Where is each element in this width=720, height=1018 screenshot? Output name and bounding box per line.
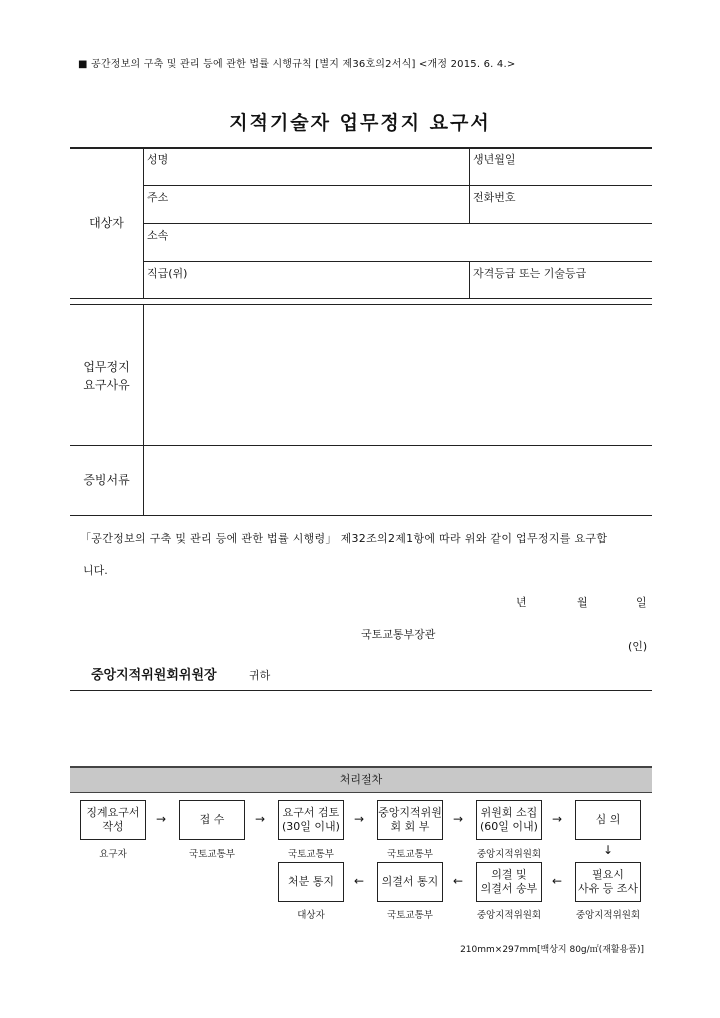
step-deliberation: 심 의 xyxy=(575,800,641,840)
section-divider xyxy=(70,304,652,305)
step-referral: 중앙지적위원 회 회 부 xyxy=(377,800,443,840)
evidence-label: 증빙서류 xyxy=(83,473,130,487)
date-month-label: 월 xyxy=(577,596,588,609)
cell-divider xyxy=(469,148,470,223)
arrow-right-icon: → xyxy=(155,812,167,826)
table-top-border xyxy=(70,147,652,149)
step-receipt: 접 수 xyxy=(179,800,245,840)
reason-label: 업무정지 요구사유 xyxy=(83,360,130,392)
statement-line-2: 니다. xyxy=(83,564,108,577)
recipient-suffix: 귀하 xyxy=(249,669,271,682)
section-divider xyxy=(70,298,652,299)
row-divider xyxy=(143,261,652,262)
affiliation-label: 소속 xyxy=(147,229,169,242)
minister-name: 국토교통부장관 xyxy=(361,628,436,641)
position-label: 직급(위) xyxy=(147,267,188,280)
arrow-left-icon: ← xyxy=(452,874,464,888)
step-caption: 국토교통부 xyxy=(387,849,433,860)
row-divider xyxy=(70,515,652,516)
section-divider xyxy=(70,690,652,691)
step-resolution-delivery: 의결 및 의결서 송부 xyxy=(476,862,542,902)
step-caption: 중앙지적위원회 xyxy=(575,910,641,921)
procedure-title-bar: 처리절차 xyxy=(70,766,652,793)
step-resolution-notice: 의결서 통지 xyxy=(377,862,443,902)
row-divider xyxy=(143,185,652,186)
step-investigation: 필요시 사유 등 조사 xyxy=(575,862,641,902)
subject-section-label: 대상자 xyxy=(89,216,124,230)
step-review: 요구서 검토 (30일 이내) xyxy=(278,800,344,840)
step-caption: 중앙지적위원회 xyxy=(476,849,542,860)
arrow-right-icon: → xyxy=(353,812,365,826)
step-caption: 요구자 xyxy=(99,849,127,860)
page-title: 지적기술자 업무정지 요구서 xyxy=(229,112,491,134)
row-divider xyxy=(70,445,652,446)
arrow-right-icon: → xyxy=(254,812,266,826)
seal-mark: (인) xyxy=(628,640,648,653)
arrow-left-icon: ← xyxy=(353,874,365,888)
paper-spec-footer: 210mm×297mm[백상지 80g/㎡(재활용품)] xyxy=(460,945,644,955)
recipient-name: 중앙지적위원회위원장 xyxy=(91,668,217,683)
arrow-right-icon: → xyxy=(551,812,563,826)
date-day-label: 일 xyxy=(636,596,647,609)
cell-divider xyxy=(469,261,470,298)
row-divider xyxy=(143,223,652,224)
form-reference-note: ■ 공간정보의 구축 및 관리 등에 관한 법률 시행규칙 [별지 제36호의2서식] <개정 2015. 6. 4.> xyxy=(78,59,516,70)
step-caption: 국토교통부 xyxy=(288,849,334,860)
step-caption: 중앙지적위원회 xyxy=(476,910,542,921)
arrow-left-icon: ← xyxy=(551,874,563,888)
grade-label: 자격등급 또는 기술등급 xyxy=(473,267,587,280)
birthdate-label: 생년월일 xyxy=(473,153,516,166)
arrow-right-icon: → xyxy=(452,812,464,826)
address-label: 주소 xyxy=(147,191,169,204)
phone-label: 전화번호 xyxy=(473,191,516,204)
step-caption: 국토교통부 xyxy=(387,910,433,921)
step-convene: 위원회 소집 (60일 이내) xyxy=(476,800,542,840)
step-request-writing: 징계요구서 작성 xyxy=(80,800,146,840)
step-caption: 대상자 xyxy=(297,910,325,921)
step-disposition-notice: 처분 통지 xyxy=(278,862,344,902)
label-column-divider xyxy=(143,305,144,515)
date-year-label: 년 xyxy=(516,596,527,609)
name-label: 성명 xyxy=(147,153,169,166)
arrow-down-icon: ↓ xyxy=(602,843,614,857)
step-caption: 국토교통부 xyxy=(189,849,235,860)
statement-line-1: 「공간정보의 구축 및 관리 등에 관한 법률 시행령」 제32조의2제1항에 따라 위와 같이 업무정지를 요구합 xyxy=(80,532,608,545)
